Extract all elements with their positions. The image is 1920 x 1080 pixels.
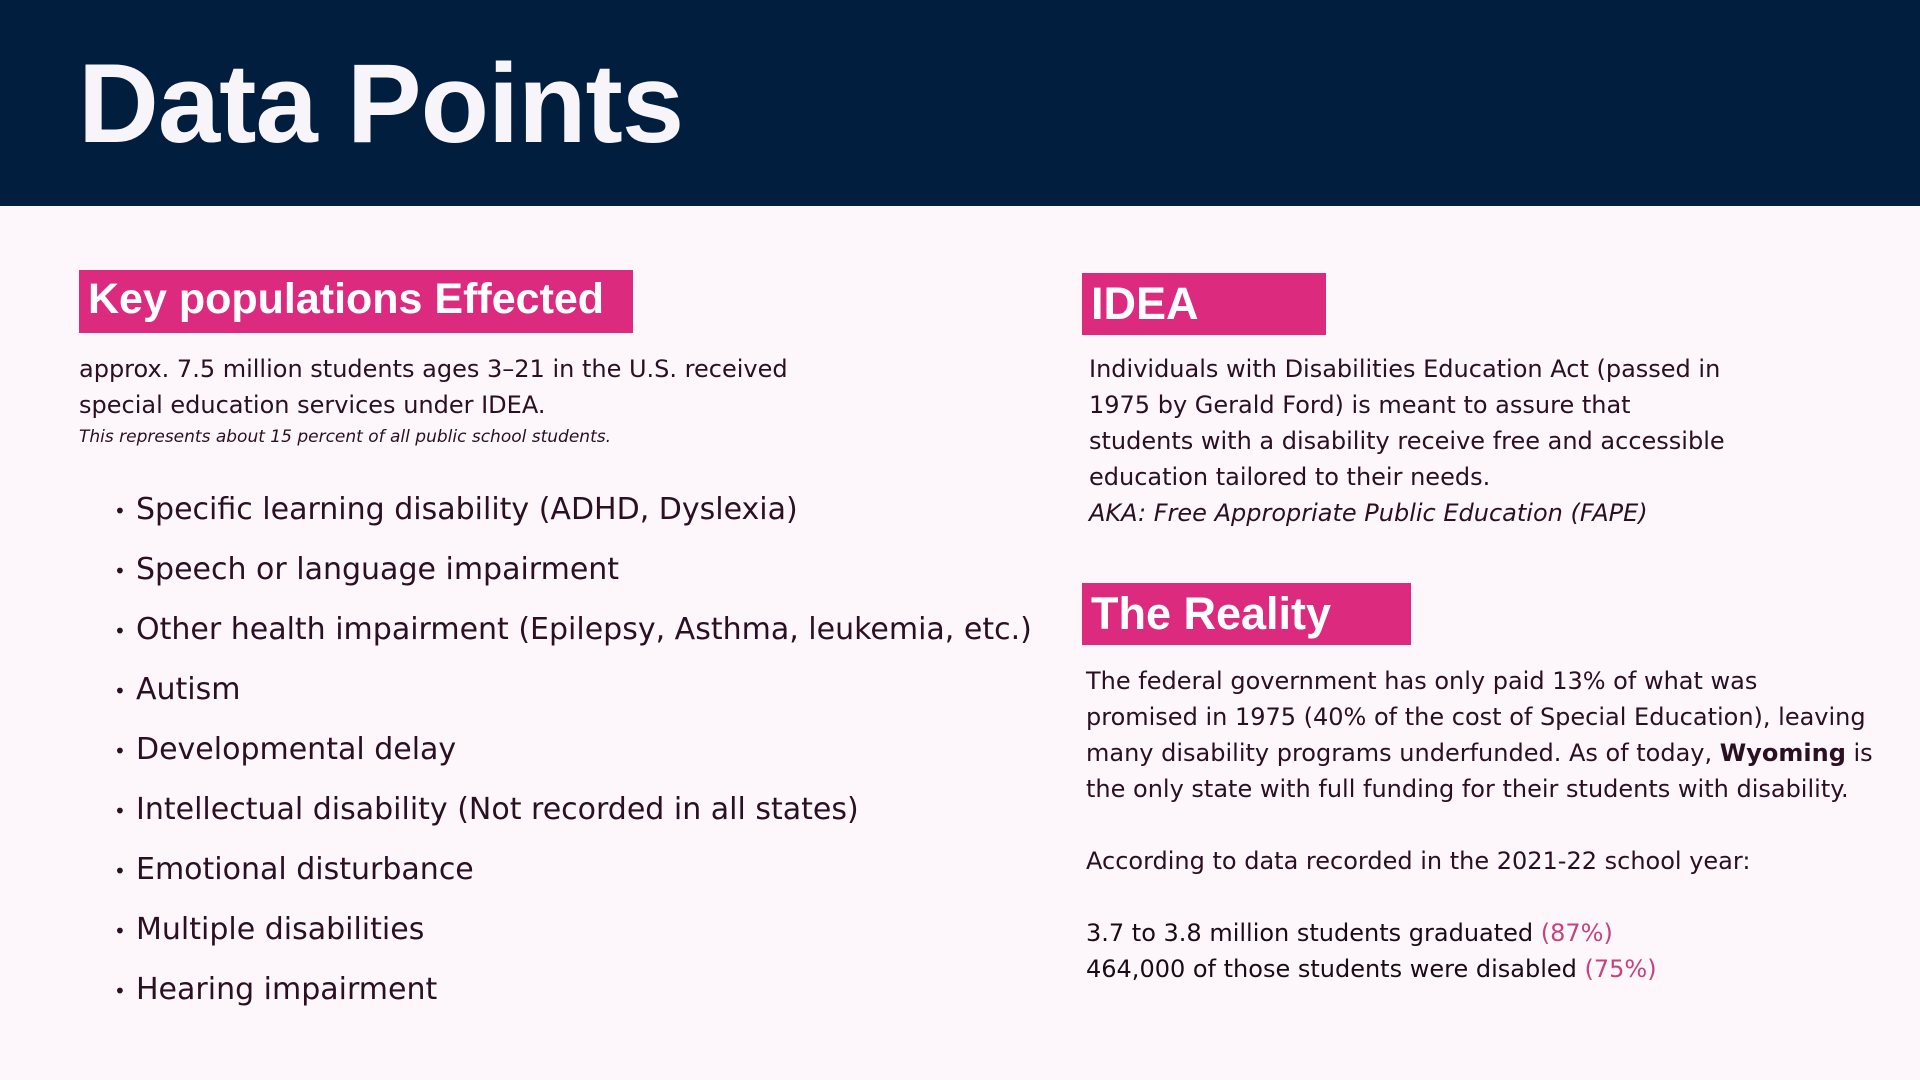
idea-heading: IDEA [1082, 273, 1326, 335]
stat-graduated [1086, 915, 1613, 951]
header-bar [0, 0, 1920, 206]
list-item [110, 900, 1032, 960]
list-item-label: Emotional disturbance [136, 852, 474, 887]
stat-disabled [1086, 951, 1657, 987]
stat-percent: (75%) [1584, 955, 1657, 983]
key-populations-intro: approx. 7.5 million students ages 3–21 in the U.S. received special education services under IDEA. [79, 355, 788, 419]
list-item [110, 840, 1032, 900]
list-item-label: Specific learning disability (ADHD, Dyslexia) [136, 492, 798, 527]
key-populations-note: This represents about 15 percent of all public school students. [79, 427, 611, 447]
bullet-icon: • [114, 859, 126, 883]
bullet-icon: • [114, 919, 126, 943]
idea-body: Individuals with Disabilities Education Act (passed in 1975 by Gerald Ford) is meant to assure that students with a disability receive free and accessible education tailored to their needs. [1089, 355, 1725, 491]
list-item [110, 660, 1032, 720]
bullet-icon: • [114, 799, 126, 823]
reality-body-text-end: is the only state with full funding for their students with disability. [1086, 739, 1873, 803]
list-item [110, 540, 1032, 600]
reality-heading: The Reality [1082, 583, 1411, 645]
list-item [110, 960, 1032, 1020]
reality-according: According to data recorded in the 2021-22 school year: [1086, 847, 1751, 875]
bullet-icon: • [114, 499, 126, 523]
list-item [110, 600, 1032, 660]
bullet-icon: • [114, 559, 126, 583]
idea-aka: AKA: Free Appropriate Public Education (FAPE) [1089, 499, 1648, 527]
list-item-label: Multiple disabilities [136, 912, 425, 947]
bullet-icon: • [114, 619, 126, 643]
bullet-icon: • [114, 979, 126, 1003]
stat-text: 3.7 to 3.8 million students graduated [1086, 919, 1534, 947]
list-item-label: Autism [136, 672, 241, 707]
list-item [110, 780, 1032, 840]
reality-body-highlight: Wyoming [1719, 739, 1846, 767]
stat-percent: (87%) [1540, 919, 1613, 947]
list-item-label: Hearing impairment [136, 972, 438, 1007]
reality-body-text: The federal government has only paid 13% of what was promised in 1975 (40% of the cost of Special Education), leaving many disability programs underfunded. As of today, [1086, 667, 1866, 767]
list-item-label: Speech or language impairment [136, 552, 620, 587]
list-item-label: Other health impairment (Epilepsy, Asthma, leukemia, etc.) [136, 612, 1032, 647]
bullet-icon: • [114, 679, 126, 703]
key-populations-list [110, 480, 1032, 1020]
list-item [110, 480, 1032, 540]
bullet-icon: • [114, 739, 126, 763]
page-title: Data Points [78, 41, 684, 166]
list-item-label: Intellectual disability (Not recorded in all states) [136, 792, 859, 827]
key-populations-heading: Key populations Effected [79, 270, 633, 333]
list-item [110, 720, 1032, 780]
reality-body [1086, 663, 1876, 807]
stat-text: 464,000 of those students were disabled [1086, 955, 1577, 983]
list-item-label: Developmental delay [136, 732, 457, 767]
